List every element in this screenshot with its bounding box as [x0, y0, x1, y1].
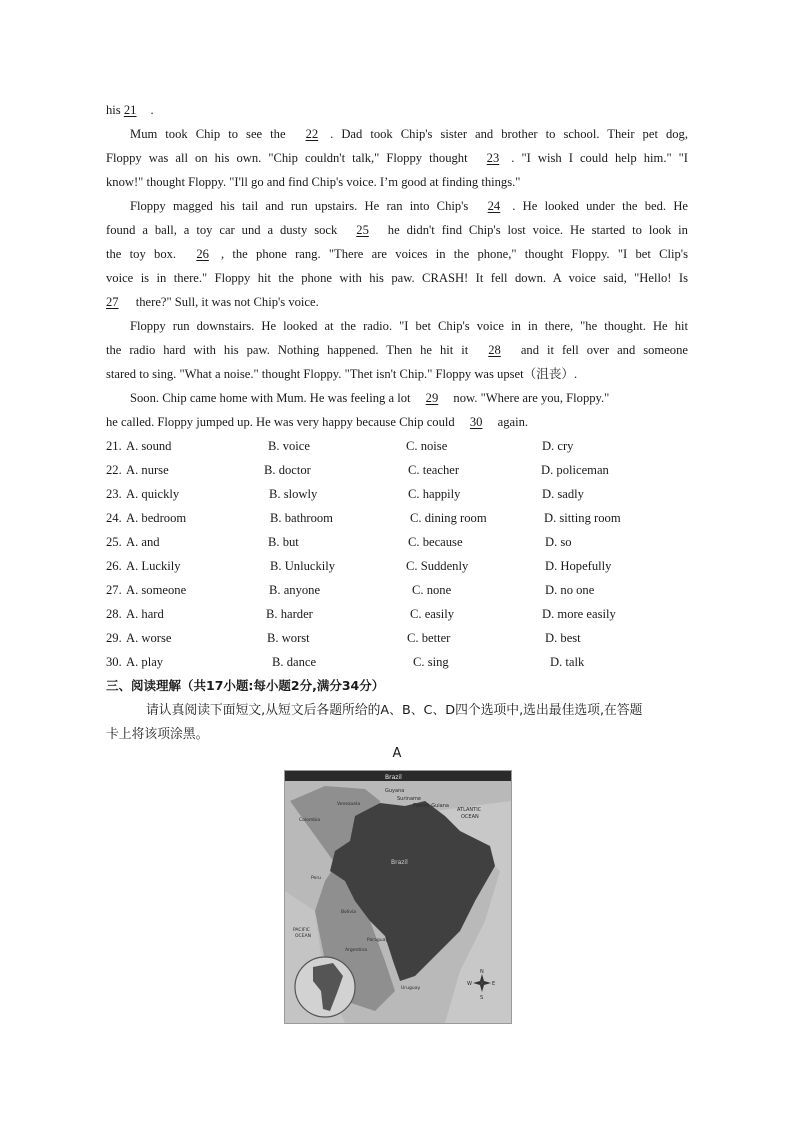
section-heading: 三、阅读理解（共17小题:每小题2分,满分34分） — [106, 678, 385, 693]
option-a: A. hard — [126, 607, 164, 621]
question-row — [106, 506, 706, 530]
question-number: 28. — [106, 607, 122, 621]
blank-24: 24 — [487, 199, 501, 213]
option-a: A. and — [126, 535, 160, 549]
question-row — [106, 434, 706, 458]
story-line-9: Floppy run downstairs. He looked at the radio. "I bet Chip's voice in in there, "he thought. He hit — [130, 319, 688, 333]
blank-29: 29 — [425, 391, 439, 405]
label-peru: Peru — [311, 876, 322, 881]
option-b: B. slowly — [269, 487, 318, 501]
story-line-4: Floppy magged his tail and run upstairs. He ran into Chip's 24 . He looked under the bed. He — [130, 194, 688, 218]
question-number: 21. — [106, 439, 122, 453]
story-line-10: the radio hard with his paw. Nothing happened. Then he hit it 28 and it fell over and someone — [106, 338, 688, 362]
label-uruguay: Uruguay — [401, 986, 421, 991]
label-colombia: Colombia — [299, 818, 321, 823]
question-number: 30. — [106, 655, 122, 669]
option-b: B. dance — [272, 655, 317, 669]
option-a: A. sound — [126, 439, 172, 453]
option-b: B. but — [268, 535, 299, 549]
question-number: 29. — [106, 631, 122, 645]
story-text: his — [106, 103, 121, 117]
option-c: C. Suddenly — [406, 559, 469, 573]
question-number: 23. — [106, 487, 122, 501]
question-number: 27. — [106, 583, 122, 597]
label-pacific: PACIFIC — [293, 928, 310, 933]
svg-text:E: E — [492, 981, 496, 987]
option-b: B. harder — [266, 607, 313, 621]
label-brazil: Brazil — [391, 859, 408, 866]
question-number: 25. — [106, 535, 122, 549]
option-c: C. sing — [413, 655, 449, 669]
option-c: C. better — [407, 631, 451, 645]
story-line-13: he called. Floppy jumped up. He was very happy because Chip could 30 again. — [106, 410, 688, 434]
option-b: B. worst — [267, 631, 310, 645]
option-a: A. play — [126, 655, 164, 669]
passage-label: A — [392, 746, 402, 761]
label-argentina: Argentina — [345, 948, 367, 953]
question-number: 24. — [106, 511, 122, 525]
option-b: B. Unluckily — [270, 559, 336, 573]
blank-27: 27 — [106, 295, 119, 309]
option-c: C. dining room — [410, 511, 487, 525]
question-row — [106, 626, 706, 650]
brazil-map — [284, 770, 512, 1024]
story-line-2: Floppy was all on his own. "Chip couldn't talk," Floppy thought 23 . "I wish I could help him." "I — [106, 146, 688, 170]
option-a: A. bedroom — [126, 511, 187, 525]
blank-30: 30 — [469, 415, 483, 429]
svg-text:N: N — [480, 969, 484, 975]
option-b: B. doctor — [264, 463, 311, 477]
option-a: A. someone — [126, 583, 187, 597]
story-line-5: found a ball, a toy car und a dusty sock 25 he didn't find Chip's lost voice. He started to look in — [106, 218, 688, 242]
question-number: 26. — [106, 559, 122, 573]
story-line-3: know!" thought Floppy. "I'll go and find Chip's voice. I’m good at finding things." — [106, 175, 521, 189]
option-c: C. teacher — [408, 463, 460, 477]
option-a: A. worse — [126, 631, 172, 645]
option-d: D. more easily — [542, 607, 616, 621]
question-row — [106, 578, 706, 602]
option-d: D. talk — [550, 655, 585, 669]
question-row — [106, 554, 706, 578]
story-line-11: stared to sing. "What a noise." thought Floppy. "Thet isn't Chip." Floppy was upset（沮丧）. — [106, 367, 578, 381]
map-graphic — [285, 771, 511, 1023]
story-line-7: voice is in there." Floppy hit the phone with his paw. CRASH! It fell down. A voice said, "Hello! Is — [106, 271, 688, 285]
label-venezuela: Venezuela — [337, 802, 361, 807]
question-row — [106, 458, 706, 482]
label-paraguay: Paraguay — [367, 938, 389, 943]
label-atlantic: ATLANTIC — [457, 807, 482, 813]
label-french-guiana: French Guiana — [413, 803, 449, 809]
option-a: A. Luckily — [126, 559, 181, 573]
option-d: D. cry — [542, 439, 574, 453]
question-row — [106, 650, 706, 674]
story-line-1: Mum took Chip to see the 22 . Dad took Chip's sister and brother to school. Their pet dog, — [130, 122, 688, 146]
story-line-12: Soon. Chip came home with Mum. He was feeling a lot 29 now. "Where are you, Floppy." — [130, 386, 688, 410]
blank-26: 26 — [196, 247, 209, 261]
option-c: C. happily — [408, 487, 461, 501]
question-row — [106, 482, 706, 506]
option-a: A. quickly — [126, 487, 180, 501]
question-row — [106, 602, 706, 626]
svg-text:S: S — [480, 995, 484, 1001]
option-b: B. bathroom — [270, 511, 333, 525]
option-d: D. sadly — [542, 487, 584, 501]
instruction-line-1: 请认真阅读下面短文,从短文后各题所给的A、B、C、D四个选项中,选出最佳选项,在答题 — [146, 703, 643, 718]
blank-21: 21 — [123, 103, 137, 117]
option-b: B. voice — [268, 439, 310, 453]
option-b: B. anyone — [269, 583, 321, 597]
label-atlantic-ocean: OCEAN — [461, 814, 479, 820]
blank-23: 23 — [486, 151, 500, 165]
instruction-line-2: 卡上将该项涂黑。 — [106, 727, 209, 742]
option-d: D. sitting room — [544, 511, 621, 525]
option-d: D. Hopefully — [545, 559, 612, 573]
story-line-6: the toy box. 26 , the phone rang. "There are voices in the phone," thought Floppy. "I bet Clip's — [106, 242, 688, 266]
blank-22: 22 — [305, 127, 319, 141]
map-title: Brazil — [385, 774, 402, 781]
label-suriname: Suriname — [397, 796, 421, 802]
option-a: A. nurse — [126, 463, 169, 477]
option-c: C. because — [408, 535, 463, 549]
option-c: C. easily — [410, 607, 455, 621]
story-line-8: 27 there?" Sull, it was not Chip's voice. — [106, 290, 688, 314]
option-d: D. policeman — [541, 463, 609, 477]
svg-text:W: W — [467, 981, 472, 987]
option-d: D. no one — [545, 583, 595, 597]
label-pacific-ocean: OCEAN — [295, 934, 311, 939]
blank-28: 28 — [488, 343, 501, 357]
label-guyana: Guyana — [385, 788, 405, 794]
blank-25: 25 — [356, 223, 369, 237]
label-bolivia: Bolivia — [341, 910, 357, 915]
question-row — [106, 530, 706, 554]
option-d: D. so — [545, 535, 572, 549]
option-c: C. noise — [406, 439, 448, 453]
question-number: 22. — [106, 463, 122, 477]
story-line-0: his 21 . — [106, 98, 688, 122]
option-c: C. none — [412, 583, 452, 597]
option-d: D. best — [545, 631, 581, 645]
